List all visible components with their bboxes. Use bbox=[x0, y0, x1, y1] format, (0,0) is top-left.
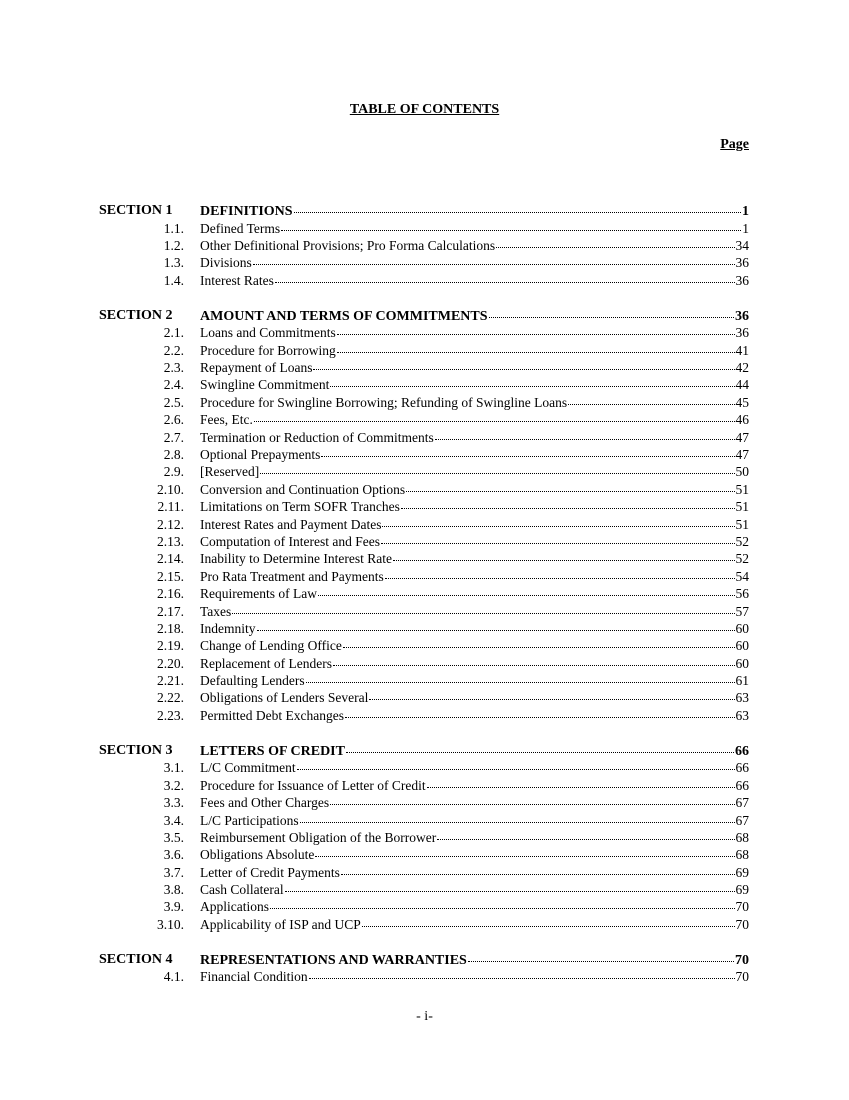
dot-leader bbox=[385, 566, 735, 579]
item-title: Replacement of Lenders bbox=[200, 655, 332, 671]
toc-section bbox=[0, 202, 849, 289]
page-number: 52 bbox=[735, 533, 749, 549]
dot-leader bbox=[275, 270, 735, 283]
page-number: 63 bbox=[735, 690, 749, 706]
item-number: 3.9. bbox=[163, 899, 184, 915]
dot-leader bbox=[468, 949, 734, 962]
page-number: 36 bbox=[735, 308, 749, 324]
dot-leader bbox=[496, 235, 734, 248]
dot-leader bbox=[568, 392, 734, 405]
page-number: 68 bbox=[735, 829, 749, 845]
page-number: 66 bbox=[735, 743, 749, 759]
item-title: L/C Commitment bbox=[200, 760, 296, 776]
page-number: 70 bbox=[735, 916, 749, 932]
item-number: 2.4. bbox=[163, 377, 184, 393]
dot-leader bbox=[294, 200, 741, 213]
page-number: 61 bbox=[735, 673, 749, 689]
page-number: 60 bbox=[735, 655, 749, 671]
item-number: 2.17. bbox=[157, 603, 184, 619]
toc-section bbox=[0, 307, 849, 725]
item-title: Financial Condition bbox=[200, 969, 308, 985]
dot-leader bbox=[300, 810, 735, 823]
section-title: AMOUNT AND TERMS OF COMMITMENTS bbox=[200, 308, 488, 324]
page-number: 70 bbox=[735, 969, 749, 985]
item-number: 1.4. bbox=[163, 272, 184, 288]
item-number: 2.12. bbox=[157, 516, 184, 532]
item-number: 3.6. bbox=[163, 847, 184, 863]
dot-leader bbox=[313, 357, 734, 370]
dot-leader bbox=[306, 670, 735, 683]
page-number: 56 bbox=[735, 586, 749, 602]
dot-leader bbox=[260, 461, 734, 474]
item-number: 3.10. bbox=[157, 916, 184, 932]
dot-leader bbox=[437, 827, 734, 840]
item-title: Indemnity bbox=[200, 620, 256, 636]
dot-leader bbox=[270, 896, 735, 909]
section-title: LETTERS OF CREDIT bbox=[200, 743, 345, 759]
page-number: 51 bbox=[735, 516, 749, 532]
toc-list bbox=[0, 202, 849, 1003]
item-number: 2.6. bbox=[163, 412, 184, 428]
dot-leader bbox=[406, 479, 734, 492]
page-number: 41 bbox=[735, 342, 749, 358]
item-number: 2.14. bbox=[157, 551, 184, 567]
page-number: 52 bbox=[735, 551, 749, 567]
item-title: Cash Collateral bbox=[200, 882, 284, 898]
page-column-label: Page bbox=[720, 137, 749, 152]
toc-entry bbox=[200, 968, 749, 985]
item-title: Optional Prepayments bbox=[200, 446, 321, 462]
item-number: 3.7. bbox=[163, 864, 184, 880]
page-number: 1 bbox=[742, 220, 749, 236]
item-title: Reimbursement Obligation of the Borrower bbox=[200, 829, 437, 845]
dot-leader bbox=[369, 687, 734, 700]
item-number: 2.7. bbox=[163, 429, 184, 445]
dot-leader bbox=[315, 844, 734, 857]
toc-entry bbox=[200, 272, 749, 289]
item-number: 2.11. bbox=[157, 499, 184, 515]
item-number: 2.9. bbox=[163, 464, 184, 480]
section-number: SECTION 2 bbox=[99, 307, 173, 323]
item-title: Swingline Commitment bbox=[200, 377, 330, 393]
item-number: 2.3. bbox=[163, 360, 184, 376]
page-number: 66 bbox=[735, 777, 749, 793]
item-title: Procedure for Issuance of Letter of Credit bbox=[200, 777, 426, 793]
item-number: 2.19. bbox=[157, 638, 184, 654]
item-title: Inability to Determine Interest Rate bbox=[200, 551, 392, 567]
item-row[interactable] bbox=[0, 272, 849, 289]
page-number: 66 bbox=[735, 760, 749, 776]
dot-leader bbox=[489, 305, 734, 318]
page-number: 69 bbox=[735, 882, 749, 898]
item-title: L/C Participations bbox=[200, 812, 299, 828]
page-number: 51 bbox=[735, 499, 749, 515]
item-title: Interest Rates bbox=[200, 272, 274, 288]
toc-entry bbox=[200, 916, 749, 933]
page-number: 68 bbox=[735, 847, 749, 863]
item-number: 3.8. bbox=[163, 882, 184, 898]
section-number: SECTION 1 bbox=[99, 203, 173, 218]
dot-leader bbox=[281, 218, 741, 231]
dot-leader bbox=[427, 775, 735, 788]
dot-leader bbox=[337, 322, 735, 335]
dot-leader bbox=[253, 252, 735, 265]
dot-leader bbox=[318, 583, 735, 596]
toc-entry bbox=[200, 707, 749, 724]
item-title: Obligations Absolute bbox=[200, 847, 315, 863]
item-title: Permitted Debt Exchanges bbox=[200, 707, 344, 723]
page-number: 51 bbox=[735, 481, 749, 497]
item-title: Other Definitional Provisions; Pro Forma Calculations bbox=[200, 237, 496, 253]
item-number: 1.3. bbox=[163, 255, 184, 271]
item-number: 2.10. bbox=[157, 481, 184, 497]
page-number: 46 bbox=[735, 412, 749, 428]
dot-leader bbox=[346, 740, 734, 753]
dot-leader bbox=[345, 705, 735, 718]
item-title: Requirements of Law bbox=[200, 586, 317, 602]
dot-leader bbox=[321, 444, 734, 457]
item-title: Computation of Interest and Fees bbox=[200, 533, 380, 549]
toc-section bbox=[0, 742, 849, 934]
page-number: 36 bbox=[735, 255, 749, 271]
item-number: 2.5. bbox=[163, 394, 184, 410]
dot-leader bbox=[330, 792, 734, 805]
item-title: Repayment of Loans bbox=[200, 360, 313, 376]
section-number: SECTION 4 bbox=[99, 951, 173, 967]
page-number: 57 bbox=[735, 603, 749, 619]
page-number: 67 bbox=[735, 795, 749, 811]
page-number: 45 bbox=[735, 394, 749, 410]
item-title: Fees, Etc. bbox=[200, 412, 253, 428]
page-number: 34 bbox=[735, 237, 749, 253]
dot-leader bbox=[337, 340, 735, 353]
item-number: 2.13. bbox=[157, 533, 184, 549]
item-title: Taxes bbox=[200, 603, 232, 619]
dot-leader bbox=[254, 409, 735, 422]
page-number: 70 bbox=[735, 952, 749, 968]
dot-leader bbox=[285, 879, 735, 892]
page-number: 60 bbox=[735, 638, 749, 654]
dot-leader bbox=[393, 548, 735, 561]
item-row[interactable] bbox=[0, 968, 849, 985]
item-title: Conversion and Continuation Options bbox=[200, 481, 406, 497]
dot-leader bbox=[297, 757, 735, 770]
section-number: SECTION 3 bbox=[99, 742, 173, 758]
item-number: 2.8. bbox=[163, 446, 184, 462]
page-footer: - i- bbox=[416, 1009, 433, 1024]
page-number: 47 bbox=[735, 429, 749, 445]
item-title: Change of Lending Office bbox=[200, 638, 342, 654]
item-number: 2.16. bbox=[157, 586, 184, 602]
page-number: 67 bbox=[735, 812, 749, 828]
dot-leader bbox=[362, 914, 735, 927]
item-number: 4.1. bbox=[163, 969, 184, 985]
page-number: 69 bbox=[735, 864, 749, 880]
page-number: 47 bbox=[735, 446, 749, 462]
item-number: 2.15. bbox=[157, 568, 184, 584]
toc-section bbox=[0, 951, 849, 986]
dot-leader bbox=[257, 618, 735, 631]
item-title: Defined Terms bbox=[200, 220, 281, 236]
item-number: 2.18. bbox=[157, 620, 184, 636]
item-title: Procedure for Swingline Borrowing; Refunding of Swingline Loans bbox=[200, 394, 568, 410]
item-number: 3.5. bbox=[163, 829, 184, 845]
item-title: Defaulting Lenders bbox=[200, 673, 305, 689]
item-title: Loans and Commitments bbox=[200, 325, 336, 341]
dot-leader bbox=[341, 862, 735, 875]
page-number: 60 bbox=[735, 620, 749, 636]
item-title: [Reserved] bbox=[200, 464, 260, 480]
item-title: Letter of Credit Payments bbox=[200, 864, 340, 880]
dot-leader bbox=[343, 635, 735, 648]
item-title: Divisions bbox=[200, 255, 252, 271]
item-number: 2.22. bbox=[157, 690, 184, 706]
dot-leader bbox=[382, 514, 734, 527]
section-title: REPRESENTATIONS AND WARRANTIES bbox=[200, 952, 467, 968]
item-title: Applications bbox=[200, 899, 269, 915]
item-title: Fees and Other Charges bbox=[200, 795, 330, 811]
item-title: Termination or Reduction of Commitments bbox=[200, 429, 434, 445]
item-title: Pro Rata Treatment and Payments bbox=[200, 568, 384, 584]
item-number: 2.21. bbox=[157, 673, 184, 689]
page-number: 50 bbox=[735, 464, 749, 480]
item-number: 3.1. bbox=[163, 760, 184, 776]
item-number: 2.23. bbox=[157, 707, 184, 723]
item-title: Procedure for Borrowing bbox=[200, 342, 336, 358]
item-row[interactable] bbox=[0, 707, 849, 724]
item-row[interactable] bbox=[0, 916, 849, 933]
dot-leader bbox=[381, 531, 735, 544]
item-number: 2.2. bbox=[163, 342, 184, 358]
dot-leader bbox=[435, 427, 735, 440]
item-number: 1.1. bbox=[163, 220, 184, 236]
item-number: 3.4. bbox=[163, 812, 184, 828]
page-number: 44 bbox=[735, 377, 749, 393]
item-title: Limitations on Term SOFR Tranches bbox=[200, 499, 400, 515]
page-number: 42 bbox=[735, 360, 749, 376]
page-number: 36 bbox=[735, 325, 749, 341]
toc-title: TABLE OF CONTENTS bbox=[349, 102, 500, 117]
page-number: 70 bbox=[735, 899, 749, 915]
item-title: Interest Rates and Payment Dates bbox=[200, 516, 382, 532]
item-number: 3.3. bbox=[163, 795, 184, 811]
dot-leader bbox=[333, 653, 735, 666]
dot-leader bbox=[309, 966, 735, 979]
item-number: 3.2. bbox=[163, 777, 184, 793]
item-title: Applicability of ISP and UCP bbox=[200, 916, 361, 932]
dot-leader bbox=[330, 374, 734, 387]
item-number: 2.1. bbox=[163, 325, 184, 341]
page-number: 1 bbox=[742, 204, 749, 219]
dot-leader bbox=[232, 601, 734, 614]
item-title: Obligations of Lenders Several bbox=[200, 690, 369, 706]
page-number: 54 bbox=[735, 568, 749, 584]
section-title: DEFINITIONS bbox=[200, 204, 293, 219]
item-number: 1.2. bbox=[163, 237, 184, 253]
page-number: 36 bbox=[735, 272, 749, 288]
item-number: 2.20. bbox=[157, 655, 184, 671]
page-number: 63 bbox=[735, 707, 749, 723]
dot-leader bbox=[401, 496, 735, 509]
